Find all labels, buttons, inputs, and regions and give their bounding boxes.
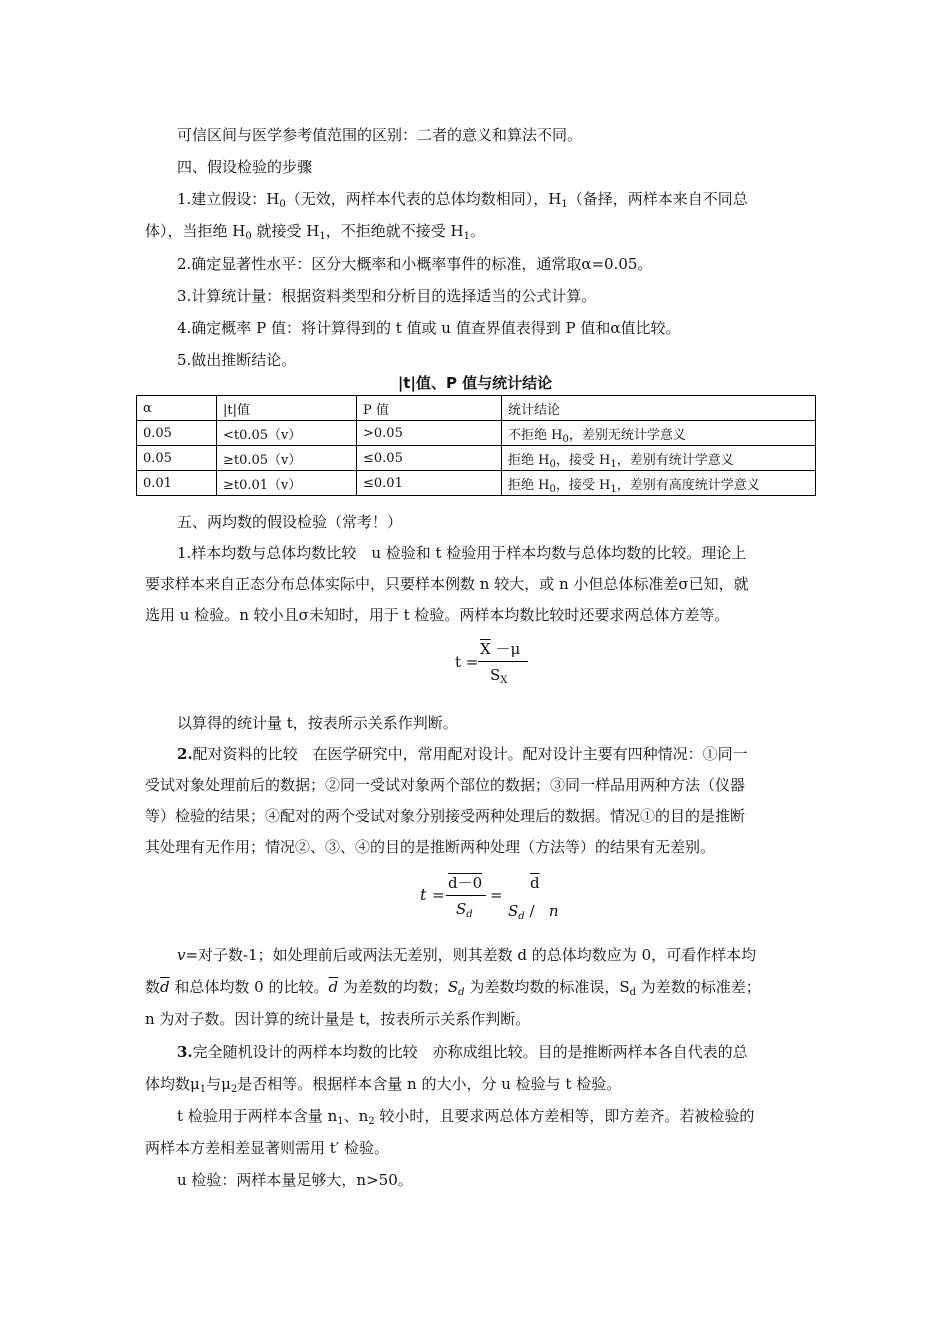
- text: 数: [145, 978, 161, 996]
- table-row: [137, 421, 816, 446]
- text: ，接受 H: [555, 477, 611, 493]
- text: $\overline{d}$: [328, 978, 339, 996]
- heading-two-means: 五、两均数的假设检验（常考！）: [177, 513, 403, 531]
- header-t: |t|值: [217, 396, 357, 421]
- paragraph-ci-difference: 可信区间与医学参考值范围的区别：二者的意义和算法不同。: [177, 126, 583, 144]
- formula-num1: [448, 872, 482, 894]
- paragraph-s2-line2: 受试对象处理前后的数据；②同一受试对象两个部位的数据；③同一样品用两种方法（仪器: [145, 776, 746, 794]
- formula-lhs: t =: [455, 653, 479, 671]
- text: 不拒绝 H: [508, 427, 563, 443]
- formula-denominator: [490, 664, 507, 686]
- text: 完全随机设计的两样本均数的比较 亦称成组比较。目的是推断两样本各自代表的总: [192, 1043, 748, 1061]
- text: 和总体均数 0 的比较。: [169, 978, 329, 996]
- cell-alpha: 0.05: [137, 446, 217, 471]
- table-caption: |t|值、P 值与统计结论: [397, 374, 553, 392]
- cell-t: <t0.05（v）: [217, 421, 357, 446]
- text: 2.: [177, 745, 193, 763]
- cell-alpha: 0.05: [137, 421, 217, 446]
- text: d－0: [448, 874, 483, 892]
- text: 是否相等。根据样本含量 n 的大小，分 u 检验与 t 检验。: [237, 1075, 622, 1093]
- formula-den1: [456, 898, 473, 920]
- subscript: 0: [279, 199, 286, 210]
- paragraph-v-line1: [177, 944, 756, 966]
- formula-num2: [530, 872, 540, 894]
- formula-den2: [508, 900, 559, 922]
- subscript: 1: [199, 1084, 207, 1095]
- subscript: X: [500, 675, 508, 686]
- cell-p: >0.05: [357, 421, 502, 446]
- paragraph-s2-line3: 等）检验的结果；④配对的两个受试对象分别接受两种处理后的数据。情况①的目的是推断: [145, 807, 746, 825]
- text: =对子数-1；如处理前后或两法无差别，则其差数 d 的总体均数应为 0，可看作样本均: [185, 946, 757, 964]
- text: $\overline{d}$: [160, 978, 170, 996]
- text: 为差数的均数；: [338, 978, 448, 996]
- text: S: [456, 900, 467, 918]
- text: 1.建立假设：H: [177, 190, 280, 208]
- subscript: 1: [610, 483, 617, 495]
- table-header-row: [137, 396, 816, 421]
- text: S: [490, 666, 501, 684]
- formula-eq2: =: [490, 886, 503, 904]
- text: （无效，两样本代表的总体均数相同），H: [285, 190, 562, 208]
- paragraph-step1: [177, 188, 748, 210]
- subscript: 1: [610, 458, 617, 470]
- text: ，接受 H: [555, 452, 611, 468]
- paragraph-v-line2: [145, 976, 761, 998]
- subscript: d: [518, 911, 525, 922]
- text: n: [548, 902, 559, 920]
- text: 为差数均数的标准误，S: [464, 978, 630, 996]
- paragraph-v-line3: n 为对子数。因计算的统计量是 t，按表所示关系作判断。: [145, 1010, 531, 1028]
- text: －μ: [495, 640, 521, 658]
- text: $\overline{d}$: [530, 874, 540, 892]
- subscript: 2: [230, 1084, 238, 1095]
- paragraph-ttest-line1: [177, 1105, 754, 1127]
- text: 、n: [343, 1107, 369, 1125]
- subscript: d: [466, 909, 473, 920]
- paragraph-s1-after: 以算得的统计量 t，按表所示关系作判断。: [177, 714, 458, 732]
- subscript: d: [458, 987, 465, 998]
- formula-eq: =: [432, 886, 445, 904]
- paragraph-step4: 4.确定概率 P 值：将计算得到的 t 值或 u 值查界值表得到 P 值和α值比较。: [177, 319, 681, 337]
- text: 就接受 H: [251, 222, 320, 240]
- paragraph-ttest-line2: 两样本方差相差显著则需用 t′ 检验。: [145, 1139, 389, 1157]
- subscript: 0: [562, 433, 569, 445]
- formula-t: t: [420, 885, 427, 904]
- subscript: 0: [549, 483, 556, 495]
- fraction-bar: [478, 661, 528, 662]
- cell-conclusion: [502, 446, 816, 471]
- header-alpha: α: [137, 396, 217, 421]
- paragraph-s3-line2: [145, 1073, 621, 1095]
- text: 拒绝 H: [508, 452, 550, 468]
- text: ，差别无统计学意义: [568, 427, 686, 443]
- t-p-conclusion-table: [136, 395, 816, 496]
- text: 配对资料的比较 在医学研究中，常用配对设计。配对设计主要有四种情况：①同一: [192, 745, 748, 763]
- fraction-bar: [446, 895, 486, 896]
- text: S: [447, 978, 459, 996]
- text: 为差数的标准差；: [636, 978, 761, 996]
- text: v: [177, 946, 186, 964]
- paragraph-s1-line1: 1.样本均数与总体均数比较 u 检验和 t 检验用于样本均数与总体均数的比较。理论上: [177, 544, 747, 562]
- table-row: [137, 446, 816, 471]
- text: 拒绝 H: [508, 477, 550, 493]
- cell-p: ≤0.05: [357, 446, 502, 471]
- subscript: 1: [337, 1116, 344, 1127]
- cell-conclusion: [502, 421, 816, 446]
- text: 。: [469, 222, 485, 240]
- text: /: [529, 902, 535, 920]
- text: ，差别有高度统计学意义: [616, 477, 760, 493]
- paragraph-step1-cont: [145, 220, 485, 242]
- cell-p: ≤0.01: [357, 471, 502, 496]
- mean-x: $\overline{X}$: [480, 640, 491, 658]
- paragraph-s2-line4: 其处理有无作用；情况②、③、④的目的是推断两种处理（方法等）的结果有无差别。: [145, 838, 716, 856]
- subscript: d: [629, 987, 637, 998]
- paragraph-s2-line1: [177, 743, 748, 765]
- text: 体均数μ: [145, 1075, 200, 1093]
- header-conclusion: 统计结论: [502, 396, 816, 421]
- text: 3.: [177, 1043, 193, 1061]
- cell-conclusion: [502, 471, 816, 496]
- paragraph-s1-line3: 选用 u 检验。n 较小且σ未知时，用于 t 检验。两样本均数比较时还要求两总体方差等。: [145, 606, 730, 624]
- text: （备择，两样本来自不同总: [567, 190, 748, 208]
- formula-numerator: [480, 638, 520, 660]
- text: 体），当拒绝 H: [145, 222, 246, 240]
- subscript: 1: [319, 231, 326, 242]
- paragraph-s1-line2: 要求样本来自正态分布总体实际中，只要样本例数 n 较大，或 n 小但总体标准差σ已知，就: [145, 575, 749, 593]
- paragraph-utest: u 检验：两样本量足够大，n>50。: [177, 1171, 413, 1189]
- subscript: 1: [463, 231, 470, 242]
- cell-t: ≥t0.01（v）: [217, 471, 357, 496]
- text: ，不拒绝就不接受 H: [325, 222, 464, 240]
- text: t 检验用于两样本含量 n: [177, 1107, 338, 1125]
- cell-t: ≥t0.05（v）: [217, 446, 357, 471]
- cell-alpha: 0.01: [137, 471, 217, 496]
- text: ，差别有统计学意义: [616, 452, 734, 468]
- subscript: 0: [549, 458, 556, 470]
- text: S: [508, 902, 519, 920]
- paragraph-s3-line1: [177, 1041, 748, 1063]
- subscript: 1: [561, 199, 568, 210]
- subscript: 0: [245, 231, 252, 242]
- paragraph-step3: 3.计算统计量：根据资料类型和分析目的选择适当的公式计算。: [177, 287, 597, 305]
- header-p: P 值: [357, 396, 502, 421]
- text: 与μ: [206, 1075, 231, 1093]
- paragraph-step5: 5.做出推断结论。: [177, 351, 297, 369]
- heading-hypothesis-steps: 四、假设检验的步骤: [177, 158, 313, 176]
- table-row: [137, 471, 816, 496]
- paragraph-step2: 2.确定显著性水平：区分大概率和小概率事件的标准，通常取α=0.05。: [177, 255, 653, 273]
- subscript: 2: [368, 1116, 375, 1127]
- text: 较小时，且要求两总体方差相等，即方差齐。若被检验的: [374, 1107, 755, 1125]
